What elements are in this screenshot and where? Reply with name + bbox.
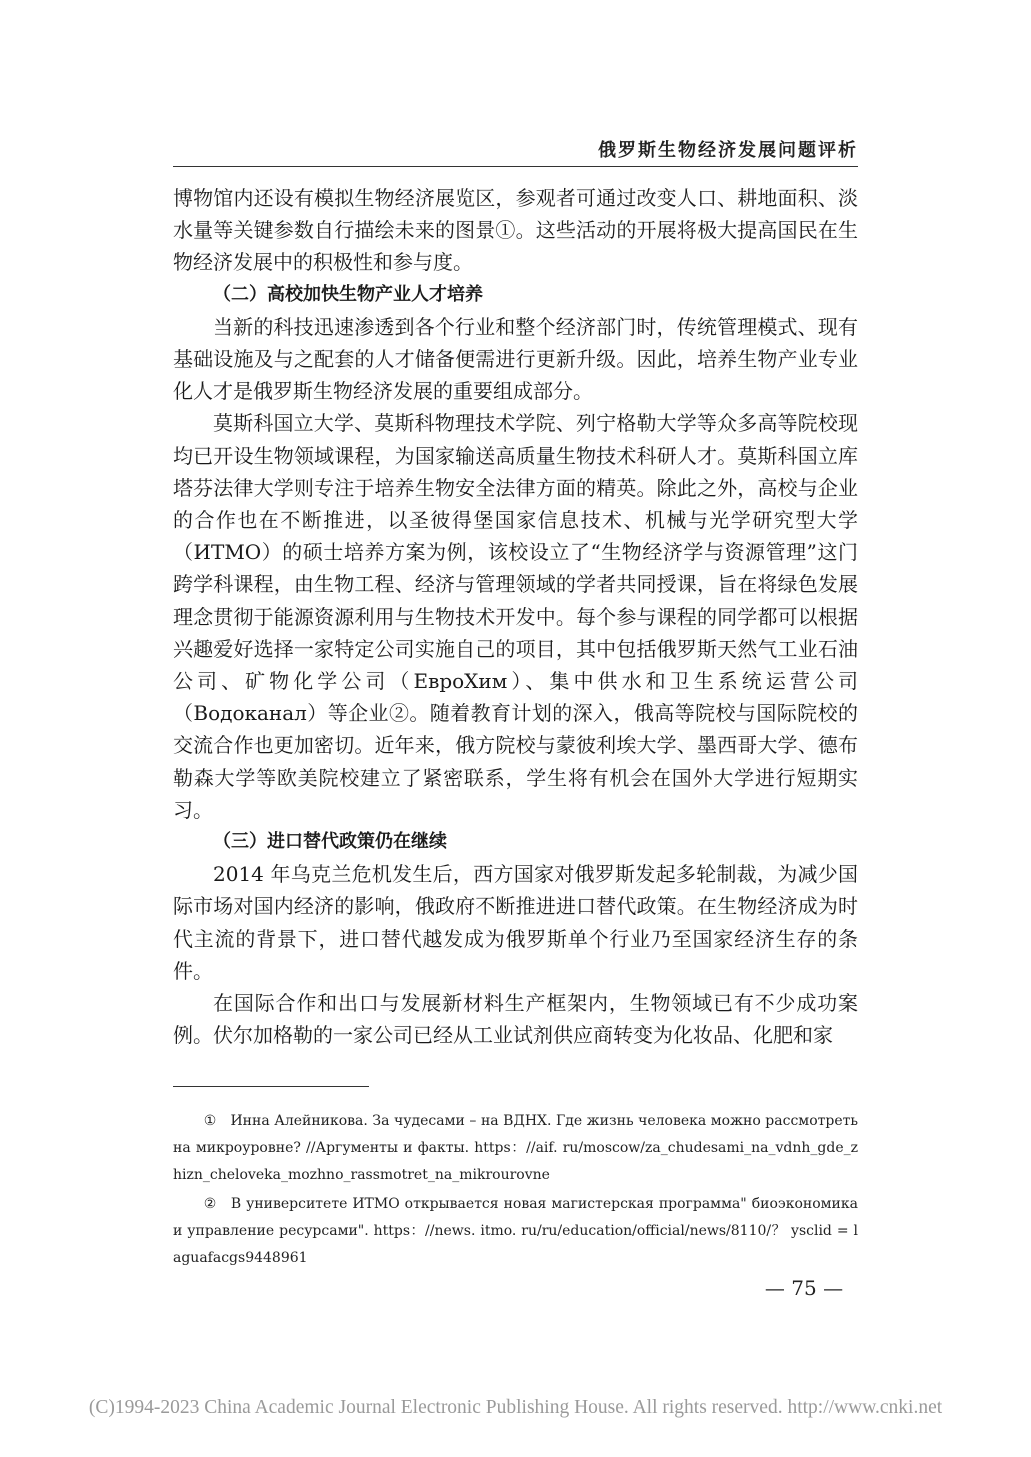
- footnote-rule: [173, 1086, 369, 1087]
- copyright-watermark: (C)1994-2023 China Academic Journal Electronic Publishing House. All rights reserved. http://www.cnki.net: [88, 1397, 943, 1418]
- paragraph: 当新的科技迅速渗透到各个行业和整个经济部门时，传统管理模式、现有基础设施及与之配套的人才储备便需进行更新升级。因此，培养生物产业专业化人才是俄罗斯生物经济发展的重要组成部分。: [173, 314, 858, 404]
- section-heading-3: （三）进口替代政策仍在继续: [213, 831, 447, 853]
- body-text: [173, 182, 858, 1051]
- header-rule: [173, 166, 858, 167]
- running-header: 俄罗斯生物经济发展问题评析: [598, 140, 858, 161]
- footnote-marker: ②: [203, 1196, 217, 1212]
- footnote-item: [173, 1191, 858, 1272]
- paragraph: 2014 年乌克兰危机发生后，西方国家对俄罗斯发起多轮制裁，为减少国际市场对国内经济的影响，俄政府不断推进进口替代政策。在生物经济成为时代主流的背景下，进口替代越发成为俄罗斯单个行业乃至国家经济生存的条件。: [173, 862, 858, 983]
- footnote-text: В университете ИТМО открывается новая магистерская программа" биоэкономика и управление ресурсами". https：//news. itmo. ru/ru/education/official/news/8110/？ ysclid = laguafacgs9448961: [173, 1196, 858, 1266]
- paragraph-continuation: 博物馆内还设有模拟生物经济展览区，参观者可通过改变人口、耕地面积、淡水量等关键参数自行描绘未来的图景①。这些活动的开展将极大提高国民在生物经济发展中的积极性和参与度。: [173, 186, 858, 275]
- section-heading-2: （二）高校加快生物产业人才培养: [213, 283, 483, 305]
- footnote-marker: ①: [203, 1113, 217, 1129]
- footnote-item: [173, 1108, 858, 1189]
- paragraph: 莫斯科国立大学、莫斯科物理技术学院、列宁格勒大学等众多高等院校现均已开设生物领域课程，为国家输送高质量生物技术科研人才。莫斯科国立库塔芬法律大学则专注于培养生物安全法律方面的精英。除此之外，高校与企业的合作也在不断推进，以圣彼得堡国家信息技术、机械与光学研究型大学（ИТМО）的硕士培养方案为例，该校设立了“生物经济学与资源管理”这门跨学科课程，由生物工程、经济与管理领域的学者共同授课，旨在将绿色发展理念贯彻于能源资源利用与生物技术开发中。每个参与课程的同学都可以根据兴趣爱好选择一家特定公司实施自己的项目，其中包括俄罗斯天然气工业石油公司、矿物化学公司（ЕвроХим）、集中供水和卫生系统运营公司（Водоканал）等企业②。随着教育计划的深入，俄高等院校与国际院校的交流合作也更加密切。近年来，俄方院校与蒙彼利埃大学、墨西哥大学、德布勒森大学等欧美院校建立了紧密联系，学生将有机会在国外大学进行短期实习。: [173, 411, 858, 822]
- footnote-text: Инна Алейникова. За чудесами – на ВДНХ. Где жизнь человека можно рассмотреть на микроуровне? //Аргументы и факты. https：//aif. ru/moscow/za_chudesami_na_vdnh_gde_zhizn_cheloveka_mozhno_rassmotret_na_mikrourovne: [173, 1113, 858, 1183]
- footnotes: [173, 1108, 858, 1274]
- page-number: — 75 —: [764, 1276, 844, 1300]
- paragraph: 在国际合作和出口与发展新材料生产框架内，生物领域已有不少成功案例。伏尔加格勒的一家公司已经从工业试剂供应商转变为化妆品、化肥和家: [173, 991, 858, 1048]
